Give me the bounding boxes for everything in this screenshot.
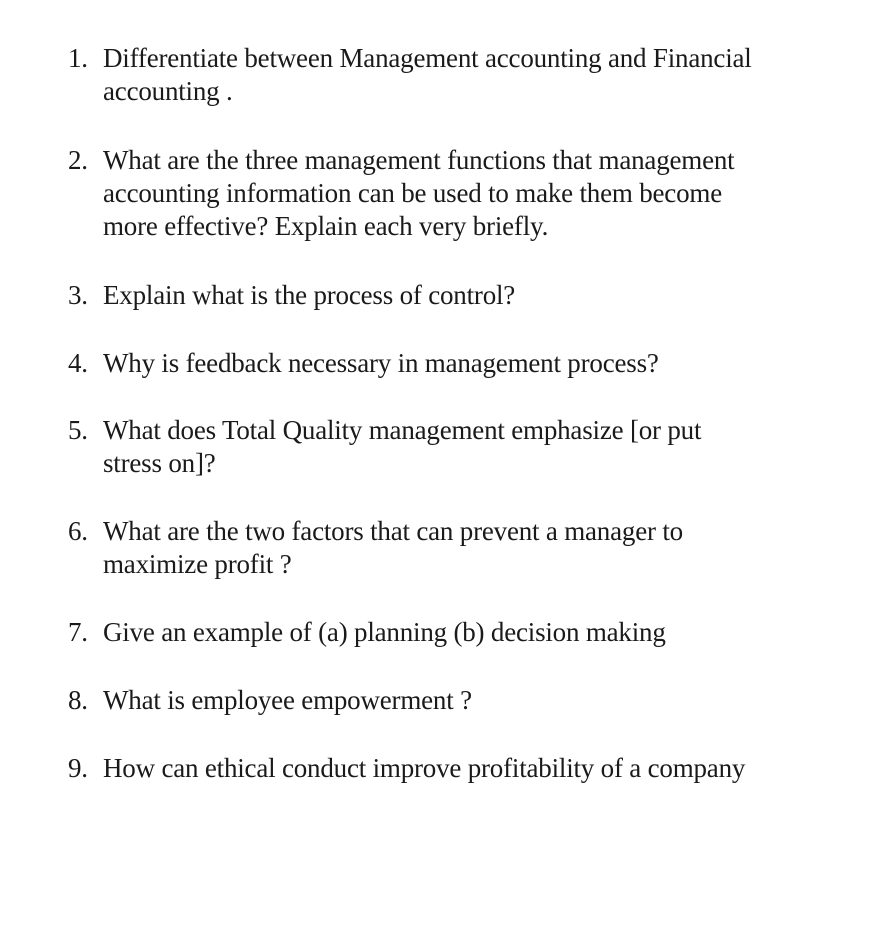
question-number: 7.: [68, 617, 88, 647]
question-line: What are the two factors that can prevent a manager to: [103, 516, 683, 546]
question-line: How can ethical conduct improve profitability of a company: [103, 753, 746, 783]
question-line: maximize profit ?: [103, 549, 292, 579]
question-item: [68, 515, 858, 581]
question-number: 2.: [68, 145, 88, 175]
question-line: Give an example of (a) planning (b) decision making: [103, 617, 666, 647]
question-number: 1.: [68, 43, 88, 73]
question-item: [68, 144, 858, 243]
question-item: [68, 684, 858, 717]
question-line: What does Total Quality management emphasize [or put: [103, 415, 702, 445]
question-line: accounting information can be used to make them become: [103, 178, 722, 208]
question-number: 8.: [68, 685, 88, 715]
question-number: 3.: [68, 280, 88, 310]
question-item: [68, 616, 858, 649]
question-line: accounting .: [103, 76, 233, 106]
question-item: [68, 279, 858, 312]
question-number: 5.: [68, 415, 88, 445]
question-line: more effective? Explain each very briefly.: [103, 211, 549, 241]
question-item: [68, 347, 858, 380]
question-line: Differentiate between Management accounting and Financial: [103, 43, 752, 73]
question-number: 6.: [68, 516, 88, 546]
question-number: 4.: [68, 348, 88, 378]
question-line: What are the three management functions that management: [103, 145, 735, 175]
question-item: [68, 414, 858, 480]
question-item: [68, 42, 858, 108]
question-line: stress on]?: [103, 448, 216, 478]
question-line: Explain what is the process of control?: [103, 280, 516, 310]
question-line: Why is feedback necessary in management process?: [103, 348, 659, 378]
question-number: 9.: [68, 753, 88, 783]
question-line: What is employee empowerment ?: [103, 685, 472, 715]
question-item: [68, 752, 858, 785]
